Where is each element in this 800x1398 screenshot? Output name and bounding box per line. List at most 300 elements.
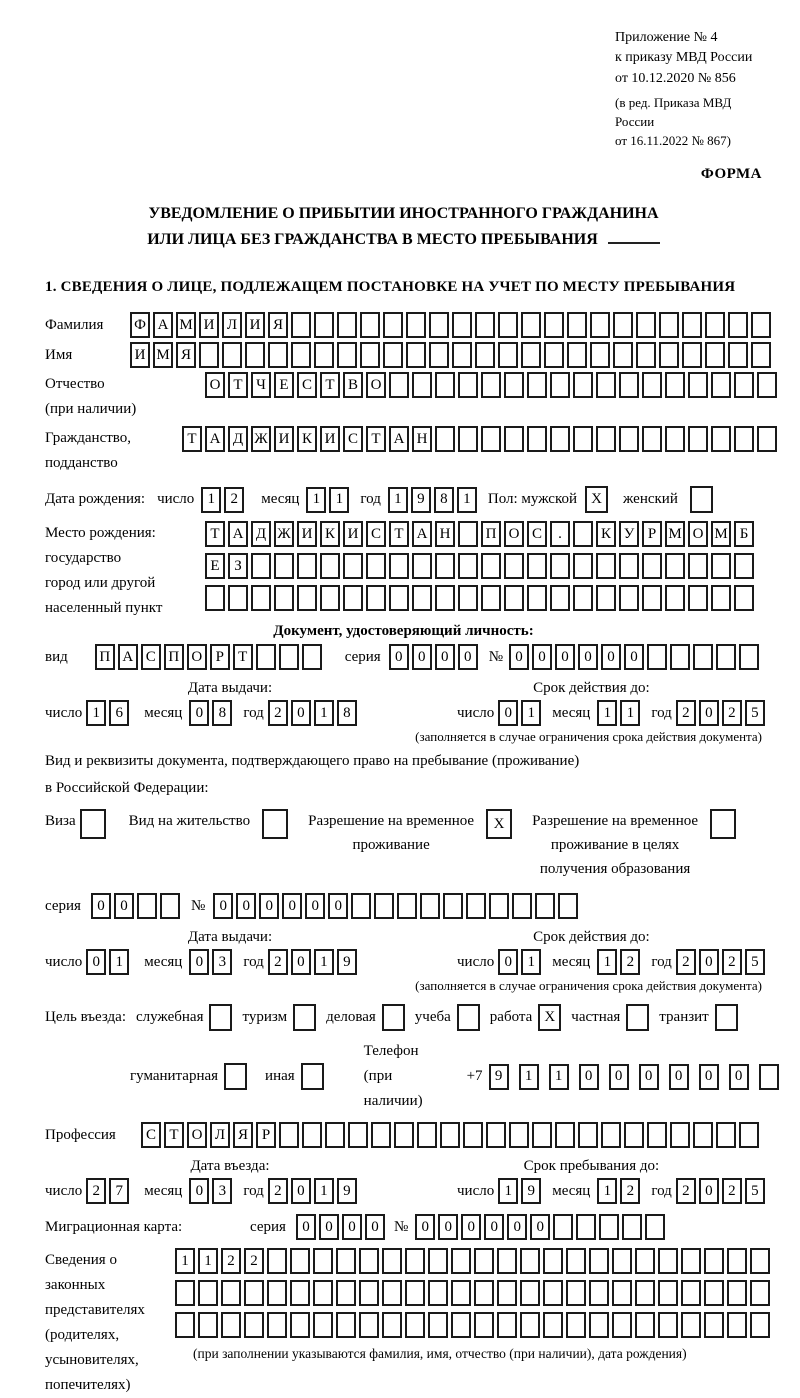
purpose-private-checkbox[interactable]: [626, 1004, 649, 1031]
char-box[interactable]: [734, 553, 754, 579]
char-box[interactable]: [527, 553, 547, 579]
char-box[interactable]: [474, 1280, 494, 1306]
char-box[interactable]: А: [205, 426, 225, 452]
char-box[interactable]: Т: [366, 426, 386, 452]
char-box[interactable]: [704, 1312, 724, 1338]
char-box[interactable]: [704, 1248, 724, 1274]
char-box[interactable]: [544, 312, 564, 338]
char-box[interactable]: [382, 1312, 402, 1338]
char-box[interactable]: [267, 1280, 287, 1306]
char-box[interactable]: С: [343, 426, 363, 452]
char-box[interactable]: 1: [329, 487, 349, 513]
char-box[interactable]: [512, 893, 532, 919]
char-box[interactable]: [343, 585, 363, 611]
char-box[interactable]: [682, 312, 702, 338]
char-box[interactable]: [750, 1312, 770, 1338]
char-box[interactable]: О: [205, 372, 225, 398]
char-box[interactable]: 5: [745, 949, 765, 975]
char-box[interactable]: 0: [282, 893, 302, 919]
char-box[interactable]: [550, 372, 570, 398]
char-box[interactable]: [658, 1280, 678, 1306]
char-box[interactable]: Я: [233, 1122, 253, 1148]
char-box[interactable]: [302, 644, 322, 670]
char-box[interactable]: 1: [597, 949, 617, 975]
char-box[interactable]: [688, 372, 708, 398]
char-box[interactable]: [221, 1280, 241, 1306]
char-box[interactable]: Т: [320, 372, 340, 398]
char-box[interactable]: [435, 585, 455, 611]
char-box[interactable]: [389, 553, 409, 579]
char-box[interactable]: [336, 1248, 356, 1274]
char-box[interactable]: [688, 426, 708, 452]
char-box[interactable]: [360, 342, 380, 368]
char-box[interactable]: [274, 553, 294, 579]
char-box[interactable]: И: [245, 312, 265, 338]
char-box[interactable]: 1: [306, 487, 326, 513]
char-box[interactable]: 0: [555, 644, 575, 670]
char-box[interactable]: [359, 1312, 379, 1338]
char-box[interactable]: [405, 1312, 425, 1338]
char-box[interactable]: [348, 1122, 368, 1148]
char-box[interactable]: [716, 644, 736, 670]
char-box[interactable]: [205, 585, 225, 611]
char-box[interactable]: [481, 553, 501, 579]
char-box[interactable]: [759, 1064, 779, 1090]
char-box[interactable]: [635, 1280, 655, 1306]
char-box[interactable]: Я: [176, 342, 196, 368]
char-box[interactable]: И: [297, 521, 317, 547]
char-box[interactable]: П: [481, 521, 501, 547]
char-box[interactable]: 0: [579, 1064, 599, 1090]
char-box[interactable]: 0: [342, 1214, 362, 1240]
char-box[interactable]: [383, 342, 403, 368]
char-box[interactable]: К: [596, 521, 616, 547]
char-box[interactable]: [412, 585, 432, 611]
char-box[interactable]: [596, 426, 616, 452]
char-box[interactable]: 9: [521, 1178, 541, 1204]
char-box[interactable]: [619, 585, 639, 611]
char-box[interactable]: 1: [521, 949, 541, 975]
char-box[interactable]: У: [619, 521, 639, 547]
char-box[interactable]: [481, 426, 501, 452]
char-box[interactable]: [222, 342, 242, 368]
char-box[interactable]: [417, 1122, 437, 1148]
char-box[interactable]: Н: [435, 521, 455, 547]
char-box[interactable]: 3: [212, 949, 232, 975]
char-box[interactable]: [137, 893, 157, 919]
temp-residence-checkbox[interactable]: X: [486, 809, 512, 839]
char-box[interactable]: С: [297, 372, 317, 398]
char-box[interactable]: [504, 553, 524, 579]
char-box[interactable]: 2: [86, 1178, 106, 1204]
char-box[interactable]: [313, 1248, 333, 1274]
char-box[interactable]: [727, 1280, 747, 1306]
char-box[interactable]: [734, 426, 754, 452]
char-box[interactable]: [520, 1248, 540, 1274]
char-box[interactable]: О: [688, 521, 708, 547]
char-box[interactable]: [382, 1280, 402, 1306]
char-box[interactable]: 0: [259, 893, 279, 919]
char-box[interactable]: Ж: [274, 521, 294, 547]
char-box[interactable]: 5: [745, 1178, 765, 1204]
char-box[interactable]: 0: [236, 893, 256, 919]
char-box[interactable]: [320, 553, 340, 579]
char-box[interactable]: [636, 342, 656, 368]
char-box[interactable]: И: [199, 312, 219, 338]
char-box[interactable]: [543, 1280, 563, 1306]
char-box[interactable]: [429, 342, 449, 368]
char-box[interactable]: [325, 1122, 345, 1148]
char-box[interactable]: [757, 426, 777, 452]
char-box[interactable]: З: [228, 553, 248, 579]
char-box[interactable]: [659, 312, 679, 338]
char-box[interactable]: [590, 342, 610, 368]
char-box[interactable]: 1: [597, 700, 617, 726]
char-box[interactable]: [573, 553, 593, 579]
char-box[interactable]: [567, 342, 587, 368]
char-box[interactable]: [681, 1312, 701, 1338]
char-box[interactable]: [458, 426, 478, 452]
char-box[interactable]: [555, 1122, 575, 1148]
char-box[interactable]: [665, 585, 685, 611]
char-box[interactable]: [636, 312, 656, 338]
char-box[interactable]: [451, 1312, 471, 1338]
char-box[interactable]: [567, 312, 587, 338]
char-box[interactable]: А: [389, 426, 409, 452]
char-box[interactable]: Т: [205, 521, 225, 547]
char-box[interactable]: И: [343, 521, 363, 547]
char-box[interactable]: [267, 1312, 287, 1338]
char-box[interactable]: С: [366, 521, 386, 547]
char-box[interactable]: 2: [268, 700, 288, 726]
char-box[interactable]: 0: [458, 644, 478, 670]
char-box[interactable]: [704, 1280, 724, 1306]
char-box[interactable]: [406, 312, 426, 338]
char-box[interactable]: [497, 1248, 517, 1274]
char-box[interactable]: 0: [91, 893, 111, 919]
char-box[interactable]: 0: [365, 1214, 385, 1240]
char-box[interactable]: [428, 1248, 448, 1274]
char-box[interactable]: [198, 1280, 218, 1306]
char-box[interactable]: [394, 1122, 414, 1148]
char-box[interactable]: [693, 644, 713, 670]
char-box[interactable]: 1: [109, 949, 129, 975]
char-box[interactable]: [420, 893, 440, 919]
char-box[interactable]: [544, 342, 564, 368]
char-box[interactable]: 1: [457, 487, 477, 513]
char-box[interactable]: [728, 312, 748, 338]
char-box[interactable]: 1: [549, 1064, 569, 1090]
char-box[interactable]: И: [320, 426, 340, 452]
sex-female-checkbox[interactable]: [690, 486, 713, 513]
char-box[interactable]: [199, 342, 219, 368]
char-box[interactable]: [498, 312, 518, 338]
char-box[interactable]: 1: [521, 700, 541, 726]
char-box[interactable]: 0: [291, 949, 311, 975]
char-box[interactable]: 3: [212, 1178, 232, 1204]
char-box[interactable]: [366, 553, 386, 579]
char-box[interactable]: [734, 372, 754, 398]
char-box[interactable]: [619, 372, 639, 398]
purpose-study-checkbox[interactable]: [457, 1004, 480, 1031]
char-box[interactable]: [244, 1312, 264, 1338]
char-box[interactable]: [573, 426, 593, 452]
char-box[interactable]: П: [95, 644, 115, 670]
char-box[interactable]: [635, 1312, 655, 1338]
char-box[interactable]: [313, 1280, 333, 1306]
char-box[interactable]: [751, 312, 771, 338]
char-box[interactable]: 1: [198, 1248, 218, 1274]
char-box[interactable]: [665, 372, 685, 398]
char-box[interactable]: [613, 312, 633, 338]
char-box[interactable]: [336, 1280, 356, 1306]
char-box[interactable]: [481, 372, 501, 398]
char-box[interactable]: [665, 553, 685, 579]
char-box[interactable]: [599, 1214, 619, 1240]
char-box[interactable]: [624, 1122, 644, 1148]
char-box[interactable]: [435, 372, 455, 398]
char-box[interactable]: [665, 426, 685, 452]
char-box[interactable]: 1: [498, 1178, 518, 1204]
char-box[interactable]: [251, 585, 271, 611]
char-box[interactable]: [596, 372, 616, 398]
char-box[interactable]: 1: [314, 1178, 334, 1204]
char-box[interactable]: [509, 1122, 529, 1148]
char-box[interactable]: [739, 644, 759, 670]
char-box[interactable]: [452, 312, 472, 338]
char-box[interactable]: 0: [609, 1064, 629, 1090]
char-box[interactable]: 0: [624, 644, 644, 670]
char-box[interactable]: 0: [699, 1064, 719, 1090]
char-box[interactable]: 0: [639, 1064, 659, 1090]
char-box[interactable]: [475, 342, 495, 368]
char-box[interactable]: 0: [509, 644, 529, 670]
char-box[interactable]: К: [320, 521, 340, 547]
char-box[interactable]: 2: [676, 700, 696, 726]
char-box[interactable]: Т: [164, 1122, 184, 1148]
char-box[interactable]: 0: [296, 1214, 316, 1240]
char-box[interactable]: [682, 342, 702, 368]
char-box[interactable]: Л: [222, 312, 242, 338]
char-box[interactable]: [291, 342, 311, 368]
char-box[interactable]: [440, 1122, 460, 1148]
char-box[interactable]: [343, 553, 363, 579]
char-box[interactable]: [622, 1214, 642, 1240]
char-box[interactable]: [504, 372, 524, 398]
char-box[interactable]: 0: [498, 700, 518, 726]
char-box[interactable]: [573, 521, 593, 547]
char-box[interactable]: Н: [412, 426, 432, 452]
char-box[interactable]: [406, 342, 426, 368]
char-box[interactable]: А: [118, 644, 138, 670]
char-box[interactable]: 0: [189, 1178, 209, 1204]
char-box[interactable]: И: [130, 342, 150, 368]
char-box[interactable]: [520, 1312, 540, 1338]
char-box[interactable]: [221, 1312, 241, 1338]
char-box[interactable]: [670, 644, 690, 670]
char-box[interactable]: [566, 1280, 586, 1306]
char-box[interactable]: 1: [86, 700, 106, 726]
char-box[interactable]: М: [176, 312, 196, 338]
char-box[interactable]: [428, 1312, 448, 1338]
char-box[interactable]: [412, 553, 432, 579]
char-box[interactable]: [558, 893, 578, 919]
char-box[interactable]: 0: [461, 1214, 481, 1240]
char-box[interactable]: 1: [519, 1064, 539, 1090]
char-box[interactable]: М: [153, 342, 173, 368]
char-box[interactable]: [550, 426, 570, 452]
char-box[interactable]: [336, 1312, 356, 1338]
char-box[interactable]: [596, 585, 616, 611]
char-box[interactable]: 0: [699, 700, 719, 726]
temp-residence-edu-checkbox[interactable]: [710, 809, 736, 839]
char-box[interactable]: [601, 1122, 621, 1148]
char-box[interactable]: [576, 1214, 596, 1240]
char-box[interactable]: С: [141, 644, 161, 670]
char-box[interactable]: [383, 312, 403, 338]
char-box[interactable]: [750, 1248, 770, 1274]
char-box[interactable]: О: [187, 1122, 207, 1148]
char-box[interactable]: 0: [291, 700, 311, 726]
char-box[interactable]: Д: [228, 426, 248, 452]
char-box[interactable]: [521, 312, 541, 338]
char-box[interactable]: [619, 553, 639, 579]
char-box[interactable]: [474, 1248, 494, 1274]
char-box[interactable]: [535, 893, 555, 919]
char-box[interactable]: [705, 342, 725, 368]
char-box[interactable]: 2: [224, 487, 244, 513]
char-box[interactable]: [658, 1312, 678, 1338]
char-box[interactable]: Я: [268, 312, 288, 338]
char-box[interactable]: [256, 644, 276, 670]
char-box[interactable]: Т: [182, 426, 202, 452]
char-box[interactable]: С: [527, 521, 547, 547]
char-box[interactable]: [475, 312, 495, 338]
char-box[interactable]: 0: [305, 893, 325, 919]
char-box[interactable]: О: [504, 521, 524, 547]
char-box[interactable]: [474, 1312, 494, 1338]
char-box[interactable]: 9: [337, 1178, 357, 1204]
char-box[interactable]: 2: [722, 700, 742, 726]
char-box[interactable]: [670, 1122, 690, 1148]
char-box[interactable]: [291, 312, 311, 338]
char-box[interactable]: [589, 1312, 609, 1338]
char-box[interactable]: 0: [86, 949, 106, 975]
char-box[interactable]: К: [297, 426, 317, 452]
char-box[interactable]: 0: [699, 949, 719, 975]
char-box[interactable]: 0: [601, 644, 621, 670]
char-box[interactable]: [681, 1280, 701, 1306]
sex-male-checkbox[interactable]: X: [585, 486, 608, 513]
char-box[interactable]: [245, 342, 265, 368]
char-box[interactable]: 8: [212, 700, 232, 726]
char-box[interactable]: [371, 1122, 391, 1148]
char-box[interactable]: [527, 585, 547, 611]
char-box[interactable]: О: [366, 372, 386, 398]
char-box[interactable]: .: [550, 521, 570, 547]
char-box[interactable]: [642, 553, 662, 579]
char-box[interactable]: [486, 1122, 506, 1148]
char-box[interactable]: [635, 1248, 655, 1274]
char-box[interactable]: [302, 1122, 322, 1148]
char-box[interactable]: 0: [530, 1214, 550, 1240]
char-box[interactable]: [716, 1122, 736, 1148]
char-box[interactable]: 0: [729, 1064, 749, 1090]
char-box[interactable]: 0: [412, 644, 432, 670]
char-box[interactable]: 0: [114, 893, 134, 919]
char-box[interactable]: 9: [489, 1064, 509, 1090]
char-box[interactable]: [705, 312, 725, 338]
char-box[interactable]: [337, 312, 357, 338]
char-box[interactable]: 5: [745, 700, 765, 726]
char-box[interactable]: Ф: [130, 312, 150, 338]
char-box[interactable]: [405, 1280, 425, 1306]
char-box[interactable]: [397, 893, 417, 919]
char-box[interactable]: 0: [669, 1064, 689, 1090]
char-box[interactable]: [412, 372, 432, 398]
char-box[interactable]: П: [164, 644, 184, 670]
char-box[interactable]: [711, 426, 731, 452]
char-box[interactable]: [613, 342, 633, 368]
char-box[interactable]: [451, 1280, 471, 1306]
purpose-transit-checkbox[interactable]: [715, 1004, 738, 1031]
char-box[interactable]: [389, 372, 409, 398]
char-box[interactable]: [693, 1122, 713, 1148]
char-box[interactable]: [619, 426, 639, 452]
char-box[interactable]: 0: [498, 949, 518, 975]
char-box[interactable]: Р: [210, 644, 230, 670]
char-box[interactable]: 1: [175, 1248, 195, 1274]
char-box[interactable]: Л: [210, 1122, 230, 1148]
char-box[interactable]: [728, 342, 748, 368]
char-box[interactable]: [688, 553, 708, 579]
char-box[interactable]: [612, 1312, 632, 1338]
char-box[interactable]: [497, 1312, 517, 1338]
char-box[interactable]: А: [228, 521, 248, 547]
char-box[interactable]: 0: [438, 1214, 458, 1240]
char-box[interactable]: [550, 585, 570, 611]
char-box[interactable]: [578, 1122, 598, 1148]
char-box[interactable]: О: [187, 644, 207, 670]
char-box[interactable]: [612, 1248, 632, 1274]
char-box[interactable]: [498, 342, 518, 368]
char-box[interactable]: [463, 1122, 483, 1148]
purpose-work-checkbox[interactable]: X: [538, 1004, 561, 1031]
char-box[interactable]: 0: [507, 1214, 527, 1240]
char-box[interactable]: 0: [213, 893, 233, 919]
char-box[interactable]: А: [412, 521, 432, 547]
char-box[interactable]: [553, 1214, 573, 1240]
char-box[interactable]: [681, 1248, 701, 1274]
char-box[interactable]: Р: [642, 521, 662, 547]
char-box[interactable]: [297, 585, 317, 611]
char-box[interactable]: А: [153, 312, 173, 338]
char-box[interactable]: 1: [620, 700, 640, 726]
char-box[interactable]: [711, 585, 731, 611]
char-box[interactable]: С: [141, 1122, 161, 1148]
char-box[interactable]: 1: [314, 700, 334, 726]
char-box[interactable]: 8: [337, 700, 357, 726]
char-box[interactable]: 0: [415, 1214, 435, 1240]
char-box[interactable]: [290, 1280, 310, 1306]
char-box[interactable]: 1: [597, 1178, 617, 1204]
char-box[interactable]: [267, 1248, 287, 1274]
char-box[interactable]: [481, 585, 501, 611]
char-box[interactable]: 2: [676, 1178, 696, 1204]
char-box[interactable]: [389, 585, 409, 611]
char-box[interactable]: [543, 1248, 563, 1274]
char-box[interactable]: [750, 1280, 770, 1306]
